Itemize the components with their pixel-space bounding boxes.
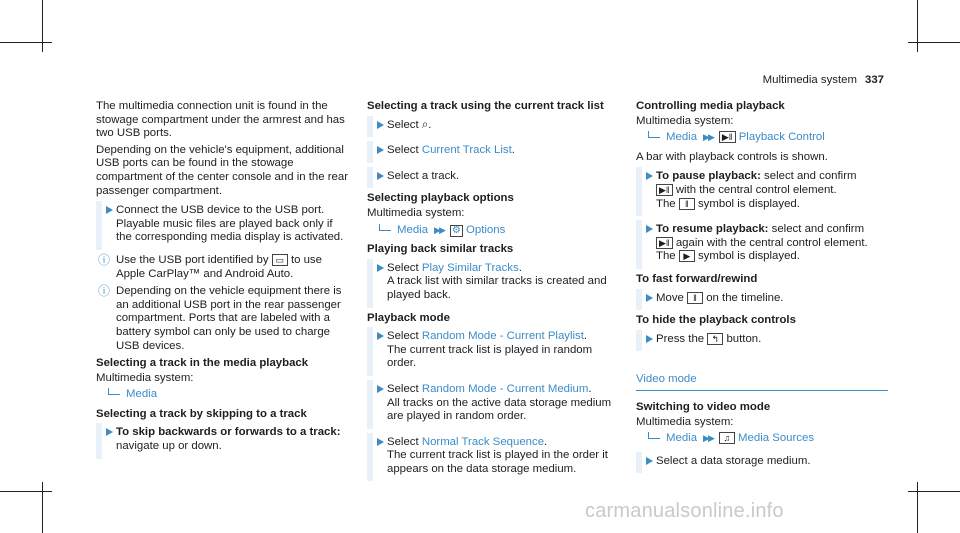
section-title: Video mode bbox=[636, 373, 888, 391]
info-icon: ⓘ bbox=[98, 284, 111, 299]
menu-media[interactable]: Media bbox=[666, 131, 698, 144]
column-3 bbox=[636, 100, 888, 477]
instruction-step: Press the ↰ button. bbox=[636, 330, 888, 352]
instruction-step: To resume playback: select and confirm ▶‖ again with the central control element. The ▶ symbol is displayed. bbox=[636, 220, 888, 269]
paragraph: The multimedia connection unit is found in the stowage compartment under the armrest and has two USB ports. bbox=[96, 100, 345, 140]
heading: Selecting playback options bbox=[367, 192, 514, 205]
play-pause-icon: ▶‖ bbox=[719, 131, 736, 143]
play-pause-icon: ▶‖ bbox=[656, 237, 673, 249]
menu-path bbox=[648, 432, 888, 446]
step-arrow-icon bbox=[106, 206, 113, 214]
menu-options[interactable]: Options bbox=[466, 223, 506, 236]
pause-icon: ‖ bbox=[687, 292, 703, 304]
play-icon: ▶ bbox=[679, 250, 695, 262]
chevron-right-icon: ▶▶ bbox=[703, 132, 713, 143]
step-arrow-icon bbox=[377, 264, 384, 272]
step-arrow-icon bbox=[646, 457, 653, 465]
column-1 bbox=[96, 100, 348, 463]
instruction-step: To skip backwards or forwards to a track: navigate up or down. bbox=[96, 423, 348, 458]
instruction-step: Select a track. bbox=[367, 167, 619, 189]
step-arrow-icon bbox=[646, 225, 653, 233]
instruction-step: Select Normal Track Sequence. The current track list is played in the order it appears on the data storage medium. bbox=[367, 433, 619, 482]
menu-media-sources[interactable]: Media Sources bbox=[738, 432, 815, 445]
menu-intro: Multimedia system: bbox=[367, 206, 465, 219]
step-arrow-icon bbox=[377, 121, 384, 129]
gear-icon: ⚙ bbox=[451, 224, 461, 236]
menu-intro: Multimedia system: bbox=[96, 371, 194, 384]
step-arrow-icon bbox=[377, 385, 384, 393]
instruction-step: Move ‖ on the timeline. bbox=[636, 289, 888, 311]
paragraph: A bar with playback controls is shown. bbox=[636, 150, 828, 163]
step-arrow-icon bbox=[377, 438, 384, 446]
search-icon: ⌕ bbox=[421, 118, 429, 131]
step-arrow-icon bbox=[377, 172, 384, 180]
instruction-step: Select ⌕. bbox=[367, 116, 619, 138]
menu-playback-control[interactable]: Playback Control bbox=[738, 131, 825, 144]
step-arrow-icon bbox=[646, 294, 653, 302]
heading: To hide the playback controls bbox=[636, 314, 796, 327]
path-arrow-icon bbox=[648, 131, 660, 138]
menu-media[interactable]: Media bbox=[397, 223, 429, 236]
heading: Playback mode bbox=[367, 311, 450, 324]
play-pause-icon: ▶‖ bbox=[656, 184, 673, 196]
chevron-right-icon: ▶▶ bbox=[703, 433, 713, 444]
instruction-step: Select Play Similar Tracks. A track list with similar tracks is created and played back. bbox=[367, 259, 619, 308]
menu-intro: Multimedia system: bbox=[636, 114, 734, 127]
step-arrow-icon bbox=[106, 428, 113, 436]
heading: Selecting a track by skipping to a track bbox=[96, 407, 307, 420]
running-header bbox=[763, 74, 884, 88]
back-icon: ↰ bbox=[707, 333, 723, 345]
path-arrow-icon bbox=[108, 388, 120, 395]
heading: Selecting a track using the current track list bbox=[367, 100, 604, 112]
column-2 bbox=[367, 100, 619, 485]
menu-path bbox=[379, 224, 619, 238]
instruction-step: Select a data storage medium. bbox=[636, 452, 888, 474]
pause-icon: ‖ bbox=[679, 198, 695, 210]
menu-normal-sequence[interactable]: Normal Track Sequence bbox=[421, 435, 545, 448]
header-title: Multimedia system bbox=[762, 74, 857, 86]
menu-media[interactable]: Media bbox=[126, 388, 158, 401]
path-arrow-icon bbox=[379, 224, 391, 231]
path-arrow-icon bbox=[648, 432, 660, 439]
step-arrow-icon bbox=[646, 172, 653, 180]
step-arrow-icon bbox=[646, 335, 653, 343]
heading: Controlling media playback bbox=[636, 100, 785, 112]
menu-play-similar[interactable]: Play Similar Tracks bbox=[421, 261, 519, 274]
paragraph: Depending on the vehicle's equipment, additional USB ports can be found in the stowage compartment of the center console and in the rear passenger compartment. bbox=[96, 143, 349, 197]
menu-media[interactable]: Media bbox=[666, 432, 698, 445]
page-number: 337 bbox=[864, 74, 884, 86]
instruction-step: Select Random Mode - Current Playlist. The current track list is played in random order. bbox=[367, 327, 619, 376]
heading: Selecting a track in the media playback bbox=[96, 357, 309, 370]
instruction-step: To pause playback: select and confirm ▶‖ with the central control element. The ‖ symbol is displayed. bbox=[636, 167, 888, 216]
menu-intro: Multimedia system: bbox=[636, 415, 734, 428]
note: ⓘ Depending on the vehicle equipment there is an additional USB port in the rear passenger compartment. Ports that are labeled with a battery symbol can only be used to charge USB devices. bbox=[98, 284, 342, 352]
heading: To fast forward/rewind bbox=[636, 273, 758, 286]
info-icon: ⓘ bbox=[98, 252, 111, 267]
note: ⓘ Use the USB port identified by ▭ to use Apple CarPlay™ and Android Auto. bbox=[98, 252, 322, 280]
carplay-usb-icon: ▭ bbox=[272, 254, 288, 266]
menu-random-playlist[interactable]: Random Mode - Current Playlist bbox=[421, 330, 584, 343]
instruction-step: Connect the USB device to the USB port. Playable music files are played back only if the corresponding media display is activated. bbox=[96, 201, 348, 250]
heading: Switching to video mode bbox=[636, 401, 771, 414]
instruction-step: Select Current Track List. bbox=[367, 141, 619, 163]
media-sources-icon: ♫ bbox=[719, 432, 735, 444]
menu-current-track-list[interactable]: Current Track List bbox=[421, 144, 512, 157]
instruction-step: Select Random Mode - Current Medium. All tracks on the active data storage medium are played in random order. bbox=[367, 380, 619, 429]
chevron-right-icon: ▶▶ bbox=[434, 224, 444, 235]
heading: Playing back similar tracks bbox=[367, 243, 514, 256]
step-arrow-icon bbox=[377, 146, 384, 154]
menu-random-medium[interactable]: Random Mode - Current Medium bbox=[421, 382, 589, 395]
menu-path bbox=[648, 131, 888, 145]
menu-path bbox=[108, 388, 348, 402]
watermark: carmanualsonline.info bbox=[585, 500, 784, 522]
step-arrow-icon bbox=[377, 332, 384, 340]
